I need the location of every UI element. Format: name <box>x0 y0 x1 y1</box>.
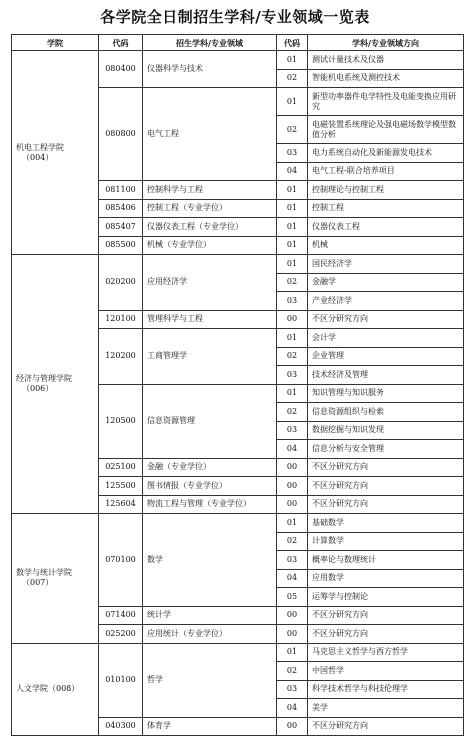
direction-code: 03 <box>277 551 308 570</box>
table-body <box>12 51 464 736</box>
direction-code: 04 <box>277 162 308 181</box>
major-code: 120200 <box>99 329 143 385</box>
table-header-row <box>12 35 464 51</box>
major-name: 信息资源管理 <box>143 384 277 458</box>
major-name: 仪器科学与技术 <box>143 51 277 88</box>
direction-name: 不区分研究方向 <box>308 495 464 514</box>
major-code: 120500 <box>99 384 143 458</box>
college-name: 数学与统计学院 <box>16 568 72 578</box>
major-code: 070100 <box>99 514 143 607</box>
direction-code: 02 <box>277 273 308 292</box>
major-code: 120100 <box>99 310 143 329</box>
header-code: 代码 <box>99 35 143 51</box>
direction-name: 控制理论与控制工程 <box>308 181 464 200</box>
major-name: 电气工程 <box>143 88 277 181</box>
college-code: （006） <box>22 384 54 393</box>
major-name: 工商管理学 <box>143 329 277 385</box>
table-row <box>12 514 464 533</box>
direction-code: 04 <box>277 699 308 718</box>
major-name: 应用统计（专业学位） <box>143 625 277 644</box>
college-cell <box>12 514 99 644</box>
college-name: 经济与管理学院 <box>16 374 72 383</box>
direction-name: 不区分研究方向 <box>308 625 464 644</box>
college-cell <box>12 643 99 736</box>
program-table <box>11 34 464 736</box>
direction-code: 01 <box>277 199 308 218</box>
major-name: 数学 <box>143 514 277 607</box>
direction-code: 00 <box>277 495 308 514</box>
major-name: 哲学 <box>143 643 277 717</box>
direction-code: 02 <box>277 662 308 681</box>
direction-name: 知识管理与知识服务 <box>308 384 464 403</box>
direction-name: 不区分研究方向 <box>308 458 464 477</box>
major-code: 085407 <box>99 218 143 237</box>
direction-name: 美学 <box>308 699 464 718</box>
college-cell <box>12 255 99 514</box>
direction-name: 国民经济学 <box>308 255 464 274</box>
direction-name: 科学技术哲学与科技伦理学 <box>308 680 464 699</box>
direction-code: 01 <box>277 51 308 70</box>
table-row <box>12 51 464 70</box>
direction-code: 00 <box>277 310 308 329</box>
college-name: 机电工程学院 <box>16 142 64 152</box>
major-code: 071400 <box>99 606 143 625</box>
direction-code: 02 <box>277 116 308 144</box>
direction-name: 机械 <box>308 236 464 255</box>
direction-code: 00 <box>277 458 308 477</box>
direction-name: 技术经济及管理 <box>308 366 464 385</box>
major-code: 040300 <box>99 717 143 736</box>
major-code: 125500 <box>99 477 143 496</box>
direction-code: 01 <box>277 88 308 116</box>
direction-name: 智能机电系统及测控技术 <box>308 69 464 88</box>
direction-name: 中国哲学 <box>308 662 464 681</box>
direction-name: 计算数学 <box>308 532 464 551</box>
direction-name: 应用数学 <box>308 569 464 588</box>
direction-name: 信息分析与安全管理 <box>308 440 464 459</box>
major-name: 控制科学与工程 <box>143 181 277 200</box>
direction-code: 02 <box>277 69 308 88</box>
page-title: 各学院全日制招生学科/专业领域一览表 <box>100 8 370 26</box>
direction-code: 01 <box>277 384 308 403</box>
direction-name: 产业经济学 <box>308 292 464 311</box>
header-college: 学院 <box>12 35 99 51</box>
direction-name: 新型功率器件电学特性及电能变换应用研究 <box>308 88 464 116</box>
header-direction: 学科/专业领域方向 <box>308 35 464 51</box>
direction-code: 00 <box>277 477 308 496</box>
major-name: 物流工程与管理（专业学位） <box>143 495 277 514</box>
direction-name: 不区分研究方向 <box>308 606 464 625</box>
direction-code: 01 <box>277 514 308 533</box>
header-dir-code: 代码 <box>277 35 308 51</box>
major-name: 图书情报（专业学位） <box>143 477 277 496</box>
direction-name: 不区分研究方向 <box>308 477 464 496</box>
major-code: 081100 <box>99 181 143 200</box>
major-name: 仪器仪表工程（专业学位） <box>143 218 277 237</box>
major-code: 025200 <box>99 625 143 644</box>
direction-name: 基础数学 <box>308 514 464 533</box>
direction-code: 05 <box>277 588 308 607</box>
direction-code: 01 <box>277 329 308 348</box>
major-code: 020200 <box>99 255 143 311</box>
major-code: 085500 <box>99 236 143 255</box>
college-code: （004） <box>22 152 54 162</box>
direction-code: 02 <box>277 347 308 366</box>
direction-code: 00 <box>277 717 308 736</box>
direction-name: 电磁装置系统理论及强电磁场数学模型数值分析 <box>308 116 464 144</box>
major-name: 机械（专业学位） <box>143 236 277 255</box>
direction-name: 控制工程 <box>308 199 464 218</box>
direction-name: 运筹学与控制论 <box>308 588 464 607</box>
direction-name: 仪器仪表工程 <box>308 218 464 237</box>
major-code: 010100 <box>99 643 143 717</box>
direction-name: 测试计量技术及仪器 <box>308 51 464 70</box>
direction-code: 03 <box>277 144 308 163</box>
direction-name: 会计学 <box>308 329 464 348</box>
table-row <box>12 643 464 662</box>
major-name: 控制工程（专业学位） <box>143 199 277 218</box>
major-code: 080400 <box>99 51 143 88</box>
direction-name: 电力系统自动化及新能源发电技术 <box>308 144 464 163</box>
direction-name: 数据挖掘与知识发现 <box>308 421 464 440</box>
major-code: 080800 <box>99 88 143 181</box>
major-name: 金融（专业学位） <box>143 458 277 477</box>
direction-name: 不区分研究方向 <box>308 717 464 736</box>
college-code: （007） <box>22 578 54 588</box>
direction-name: 信息资源组织与检索 <box>308 403 464 422</box>
direction-code: 02 <box>277 532 308 551</box>
direction-code: 02 <box>277 403 308 422</box>
direction-name: 企业管理 <box>308 347 464 366</box>
direction-code: 01 <box>277 255 308 274</box>
direction-code: 04 <box>277 569 308 588</box>
direction-code: 03 <box>277 680 308 699</box>
college-cell <box>12 51 99 255</box>
direction-code: 01 <box>277 236 308 255</box>
direction-code: 03 <box>277 421 308 440</box>
table-row <box>12 255 464 274</box>
direction-name: 概率论与数理统计 <box>308 551 464 570</box>
direction-code: 00 <box>277 625 308 644</box>
direction-name: 电气工程-联合培养项目 <box>308 162 464 181</box>
direction-name: 金融学 <box>308 273 464 292</box>
major-name: 体育学 <box>143 717 277 736</box>
college-name: 人文学院（008） <box>16 684 80 694</box>
major-name: 应用经济学 <box>143 255 277 311</box>
major-code: 085406 <box>99 199 143 218</box>
direction-code: 00 <box>277 606 308 625</box>
direction-code: 01 <box>277 643 308 662</box>
major-code: 025100 <box>99 458 143 477</box>
direction-code: 03 <box>277 366 308 385</box>
major-name: 统计学 <box>143 606 277 625</box>
direction-code: 01 <box>277 218 308 237</box>
header-major: 招生学科/专业领域 <box>143 35 277 51</box>
direction-code: 03 <box>277 292 308 311</box>
major-code: 125604 <box>99 495 143 514</box>
major-name: 管理科学与工程 <box>143 310 277 329</box>
direction-code: 01 <box>277 181 308 200</box>
direction-name: 马克思主义哲学与西方哲学 <box>308 643 464 662</box>
direction-code: 04 <box>277 440 308 459</box>
direction-name: 不区分研究方向 <box>308 310 464 329</box>
